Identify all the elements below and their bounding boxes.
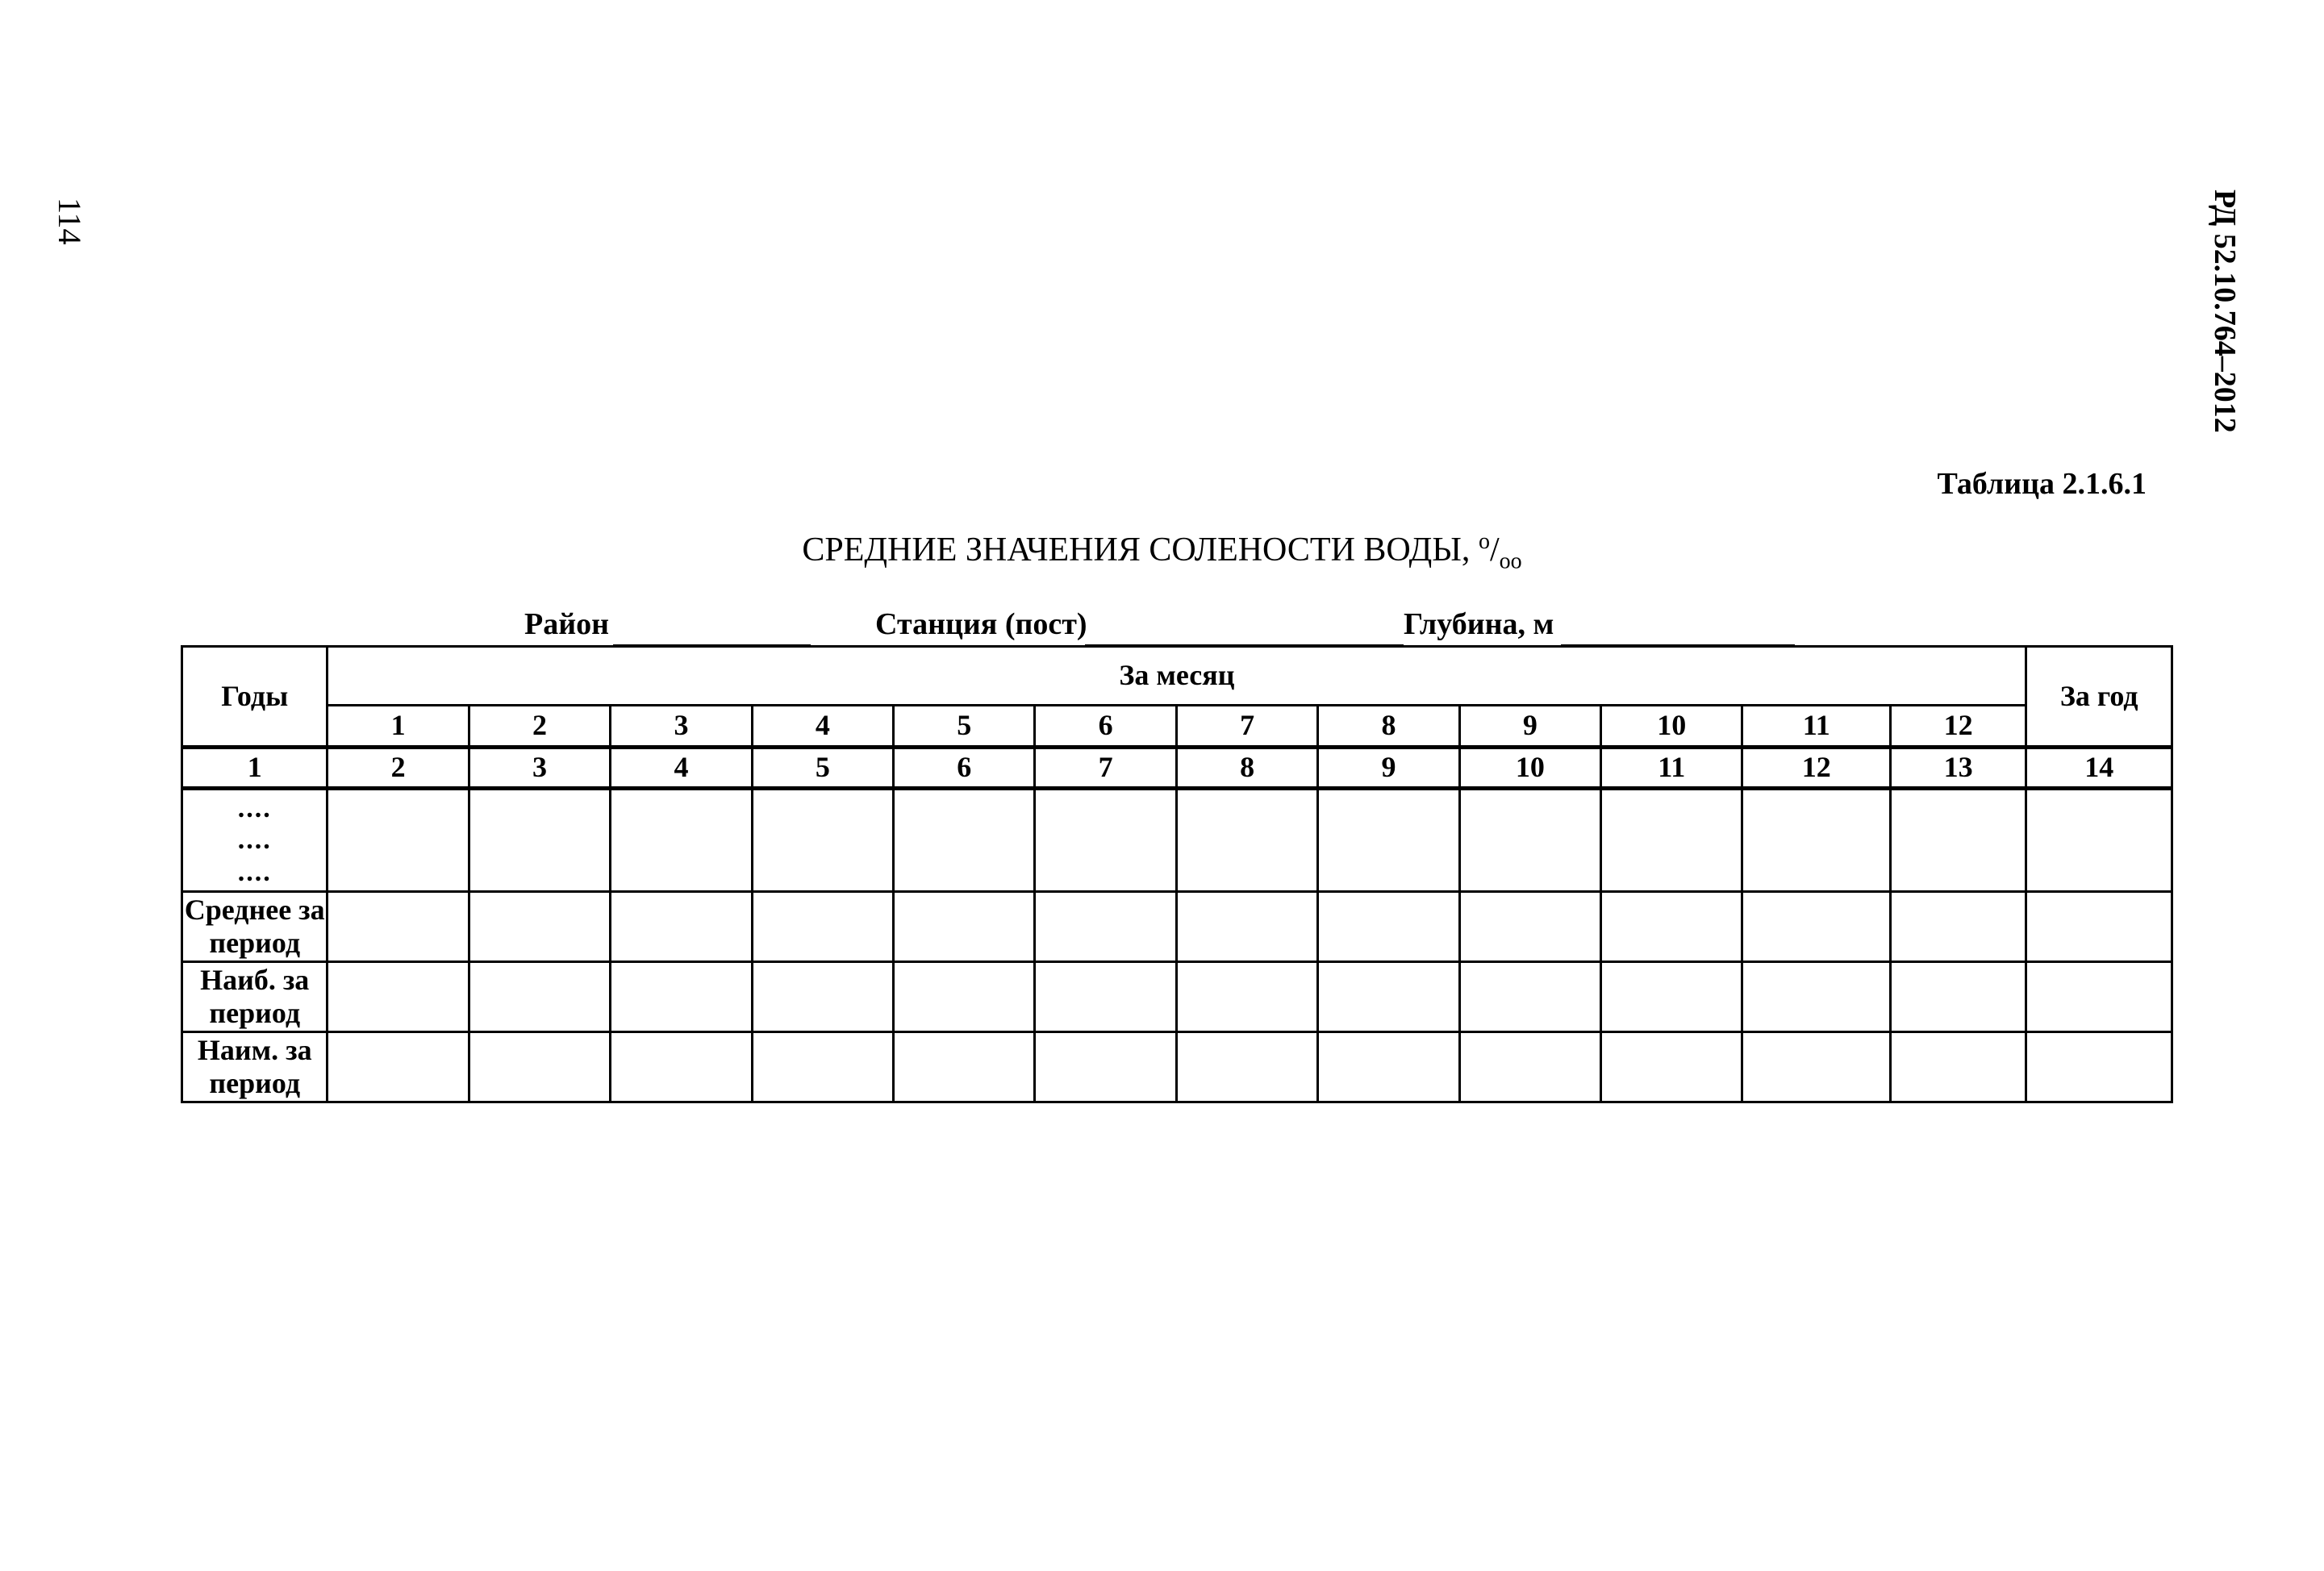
empty-cell <box>1035 1032 1176 1102</box>
empty-cell <box>1601 892 1742 962</box>
empty-cell <box>1035 962 1176 1032</box>
empty-cell <box>2026 1032 2172 1102</box>
stat-label <box>182 892 328 962</box>
column-number: 2 <box>328 748 469 789</box>
empty-cell <box>1601 962 1742 1032</box>
month-header: 10 <box>1601 706 1742 748</box>
empty-cell <box>1459 1032 1600 1102</box>
header-per-year: За год <box>2026 647 2172 748</box>
page-number: 114 <box>52 198 88 245</box>
empty-cell <box>2026 789 2172 892</box>
column-number: 13 <box>1890 748 2026 789</box>
header-row-months <box>182 706 2172 748</box>
empty-cell <box>1601 1032 1742 1102</box>
header-per-month: За месяц <box>328 647 2026 706</box>
empty-cell <box>1176 892 1317 962</box>
stat-label <box>182 1032 328 1102</box>
empty-cell <box>328 789 469 892</box>
column-number: 7 <box>1035 748 1176 789</box>
empty-cell <box>1742 1032 1890 1102</box>
stat-label-line1: Наиб. за <box>200 963 310 996</box>
header-row-top <box>182 647 2172 706</box>
stat-row-max <box>182 962 2172 1032</box>
empty-cell <box>1459 892 1600 962</box>
stat-label-line2: период <box>209 997 301 1029</box>
month-header: 1 <box>328 706 469 748</box>
empty-cell <box>1459 789 1600 892</box>
years-placeholder-cell <box>182 789 328 892</box>
month-header: 5 <box>894 706 1035 748</box>
month-header: 12 <box>1890 706 2026 748</box>
month-header: 3 <box>611 706 752 748</box>
empty-cell <box>1742 892 1890 962</box>
years-dots: .... <box>237 825 272 856</box>
table-title <box>0 529 2324 574</box>
empty-cell <box>1459 962 1600 1032</box>
document-code: РД 52.10.764–2012 <box>2208 190 2242 433</box>
empty-cell <box>469 892 610 962</box>
column-number: 4 <box>611 748 752 789</box>
empty-cell <box>2026 892 2172 962</box>
empty-cell <box>1035 892 1176 962</box>
empty-cell <box>328 892 469 962</box>
empty-cell <box>1176 962 1317 1032</box>
empty-cell <box>894 1032 1035 1102</box>
empty-cell <box>894 789 1035 892</box>
empty-cell <box>328 962 469 1032</box>
empty-cell <box>469 789 610 892</box>
column-number-row <box>182 748 2172 789</box>
years-dots: .... <box>237 794 272 824</box>
stat-row-min <box>182 1032 2172 1102</box>
column-number: 14 <box>2026 748 2172 789</box>
years-row <box>182 789 2172 892</box>
column-number: 11 <box>1601 748 1742 789</box>
empty-cell <box>611 892 752 962</box>
title-unit-sup: о <box>1478 529 1490 554</box>
empty-cell <box>1890 789 2026 892</box>
empty-cell <box>611 1032 752 1102</box>
station-label: Станция (пост) <box>875 607 1087 641</box>
empty-cell <box>1742 789 1890 892</box>
stat-label <box>182 962 328 1032</box>
month-header: 2 <box>469 706 610 748</box>
column-number: 8 <box>1176 748 1317 789</box>
empty-cell <box>611 789 752 892</box>
empty-cell <box>469 962 610 1032</box>
empty-cell <box>752 962 893 1032</box>
stat-row-mean <box>182 892 2172 962</box>
column-number: 9 <box>1318 748 1459 789</box>
empty-cell <box>1742 962 1890 1032</box>
stat-label-line2: период <box>209 1067 301 1099</box>
empty-cell <box>469 1032 610 1102</box>
month-header: 11 <box>1742 706 1890 748</box>
column-number: 6 <box>894 748 1035 789</box>
depth-label: Глубина, м <box>1404 607 1554 641</box>
empty-cell <box>1601 789 1742 892</box>
empty-cell <box>1318 962 1459 1032</box>
column-number: 5 <box>752 748 893 789</box>
column-number: 12 <box>1742 748 1890 789</box>
table-title-text: СРЕДНИЕ ЗНАЧЕНИЯ СОЛЕНОСТИ ВОДЫ, <box>802 531 1471 569</box>
empty-cell <box>1890 962 2026 1032</box>
stat-label-line1: Среднее за <box>184 893 325 926</box>
stat-label-line2: период <box>209 927 301 959</box>
empty-cell <box>1318 789 1459 892</box>
empty-cell <box>1035 789 1176 892</box>
years-dots: .... <box>237 856 272 887</box>
column-number: 1 <box>182 748 328 789</box>
empty-cell <box>1318 892 1459 962</box>
column-number: 3 <box>469 748 610 789</box>
empty-cell <box>1890 892 2026 962</box>
empty-cell <box>2026 962 2172 1032</box>
empty-cell <box>752 892 893 962</box>
empty-cell <box>1176 789 1317 892</box>
column-number: 10 <box>1459 748 1600 789</box>
header-years: Годы <box>182 647 328 748</box>
empty-cell <box>894 962 1035 1032</box>
empty-cell <box>611 962 752 1032</box>
table-number: Таблица 2.1.6.1 <box>1937 467 2147 501</box>
region-label: Район <box>524 607 610 641</box>
empty-cell <box>894 892 1035 962</box>
title-unit-sub: оо <box>1499 548 1522 574</box>
empty-cell <box>752 1032 893 1102</box>
empty-cell <box>1890 1032 2026 1102</box>
salinity-table <box>181 645 2173 1103</box>
stat-label-line1: Наим. за <box>197 1033 312 1066</box>
month-header: 4 <box>752 706 893 748</box>
empty-cell <box>1176 1032 1317 1102</box>
month-header: 6 <box>1035 706 1176 748</box>
empty-cell <box>328 1032 469 1102</box>
month-header: 8 <box>1318 706 1459 748</box>
month-header: 7 <box>1176 706 1317 748</box>
table-meta-row <box>181 603 2174 647</box>
month-header: 9 <box>1459 706 1600 748</box>
title-unit-slash: / <box>1489 531 1500 569</box>
empty-cell <box>1318 1032 1459 1102</box>
empty-cell <box>752 789 893 892</box>
